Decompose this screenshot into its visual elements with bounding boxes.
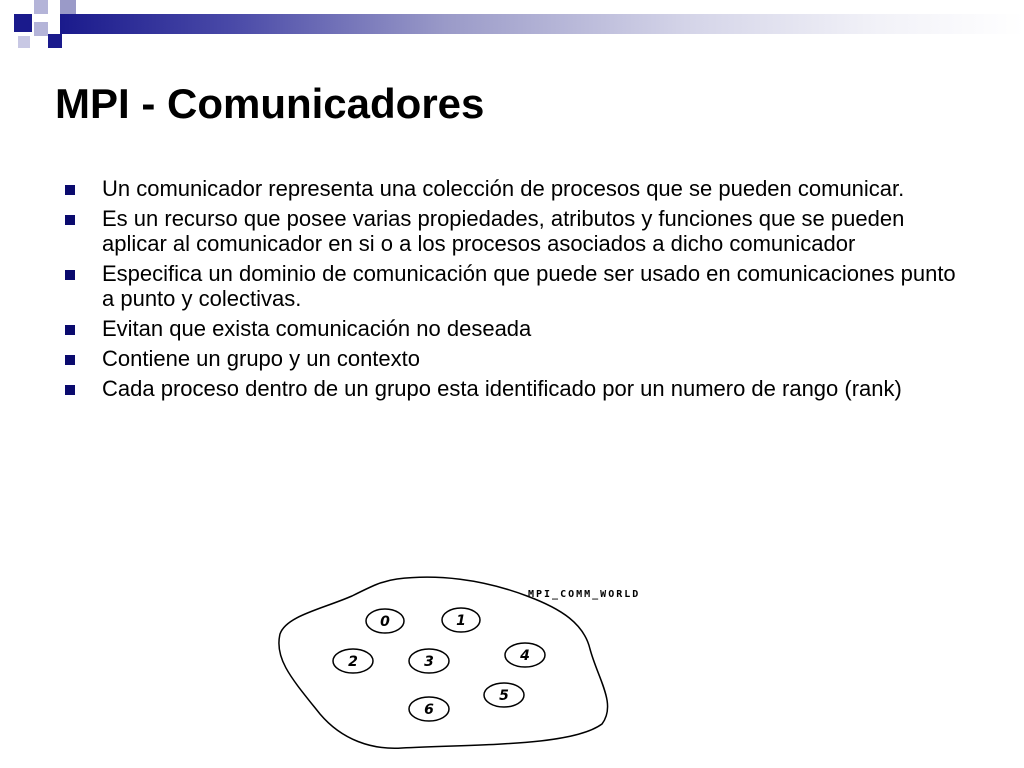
bullet-text: Cada proceso dentro de un grupo esta identificado por un numero de rango (rank): [102, 376, 902, 401]
process-node: [409, 697, 449, 721]
process-rank: 3: [424, 654, 434, 670]
square-bullet-icon: [65, 270, 75, 280]
square-bullet-icon: [65, 185, 75, 195]
process-node: [333, 649, 373, 673]
bullet-text: Un comunicador representa una colección de procesos que se pueden comunicar.: [102, 176, 905, 201]
process-rank: 0: [380, 614, 390, 630]
process-node: [484, 683, 524, 707]
process-rank: 2: [348, 654, 358, 670]
square-bullet-icon: [65, 385, 75, 395]
bullet-text: Evitan que exista comunicación no deseada: [102, 316, 532, 341]
process-node: [409, 649, 449, 673]
bullet-text: Especifica un dominio de comunicación que puede ser usado en comunicaciones punto a punto y colectivas.: [102, 261, 956, 311]
process-node: [505, 643, 545, 667]
bullet-text: Contiene un grupo y un contexto: [102, 346, 421, 371]
square-bullet-icon: [65, 355, 75, 365]
process-node: [366, 609, 404, 633]
bullet-item: [62, 206, 972, 256]
bullet-list: [62, 176, 972, 406]
decor-square-dark-1: [14, 14, 32, 32]
slide-title: MPI - Comunicadores: [55, 80, 485, 127]
bullet-item: [62, 261, 972, 311]
square-bullet-icon: [65, 325, 75, 335]
decor-square-light-3: [18, 36, 30, 48]
communicator-label: MPI_COMM_WORLD: [528, 589, 641, 600]
communicator-diagram: [272, 574, 692, 754]
header-gradient-band: [60, 14, 1024, 34]
process-node: [442, 608, 480, 632]
bullet-item: [62, 176, 972, 201]
process-rank: 4: [520, 648, 530, 664]
decor-square-dark-3: [48, 34, 62, 48]
process-rank: 1: [456, 613, 466, 629]
process-rank: 5: [499, 688, 509, 704]
bullet-item: [62, 316, 972, 341]
bullet-text: Es un recurso que posee varias propiedades, atributos y funciones que se pueden aplicar al comunicador en si o a los procesos asociados a dicho comunicador: [102, 206, 905, 256]
bullet-item: [62, 346, 972, 371]
process-rank: 6: [424, 702, 434, 718]
bullet-item: [62, 376, 972, 401]
decor-square-light-2: [34, 22, 48, 36]
decor-square-light-1: [34, 0, 48, 14]
square-bullet-icon: [65, 215, 75, 225]
